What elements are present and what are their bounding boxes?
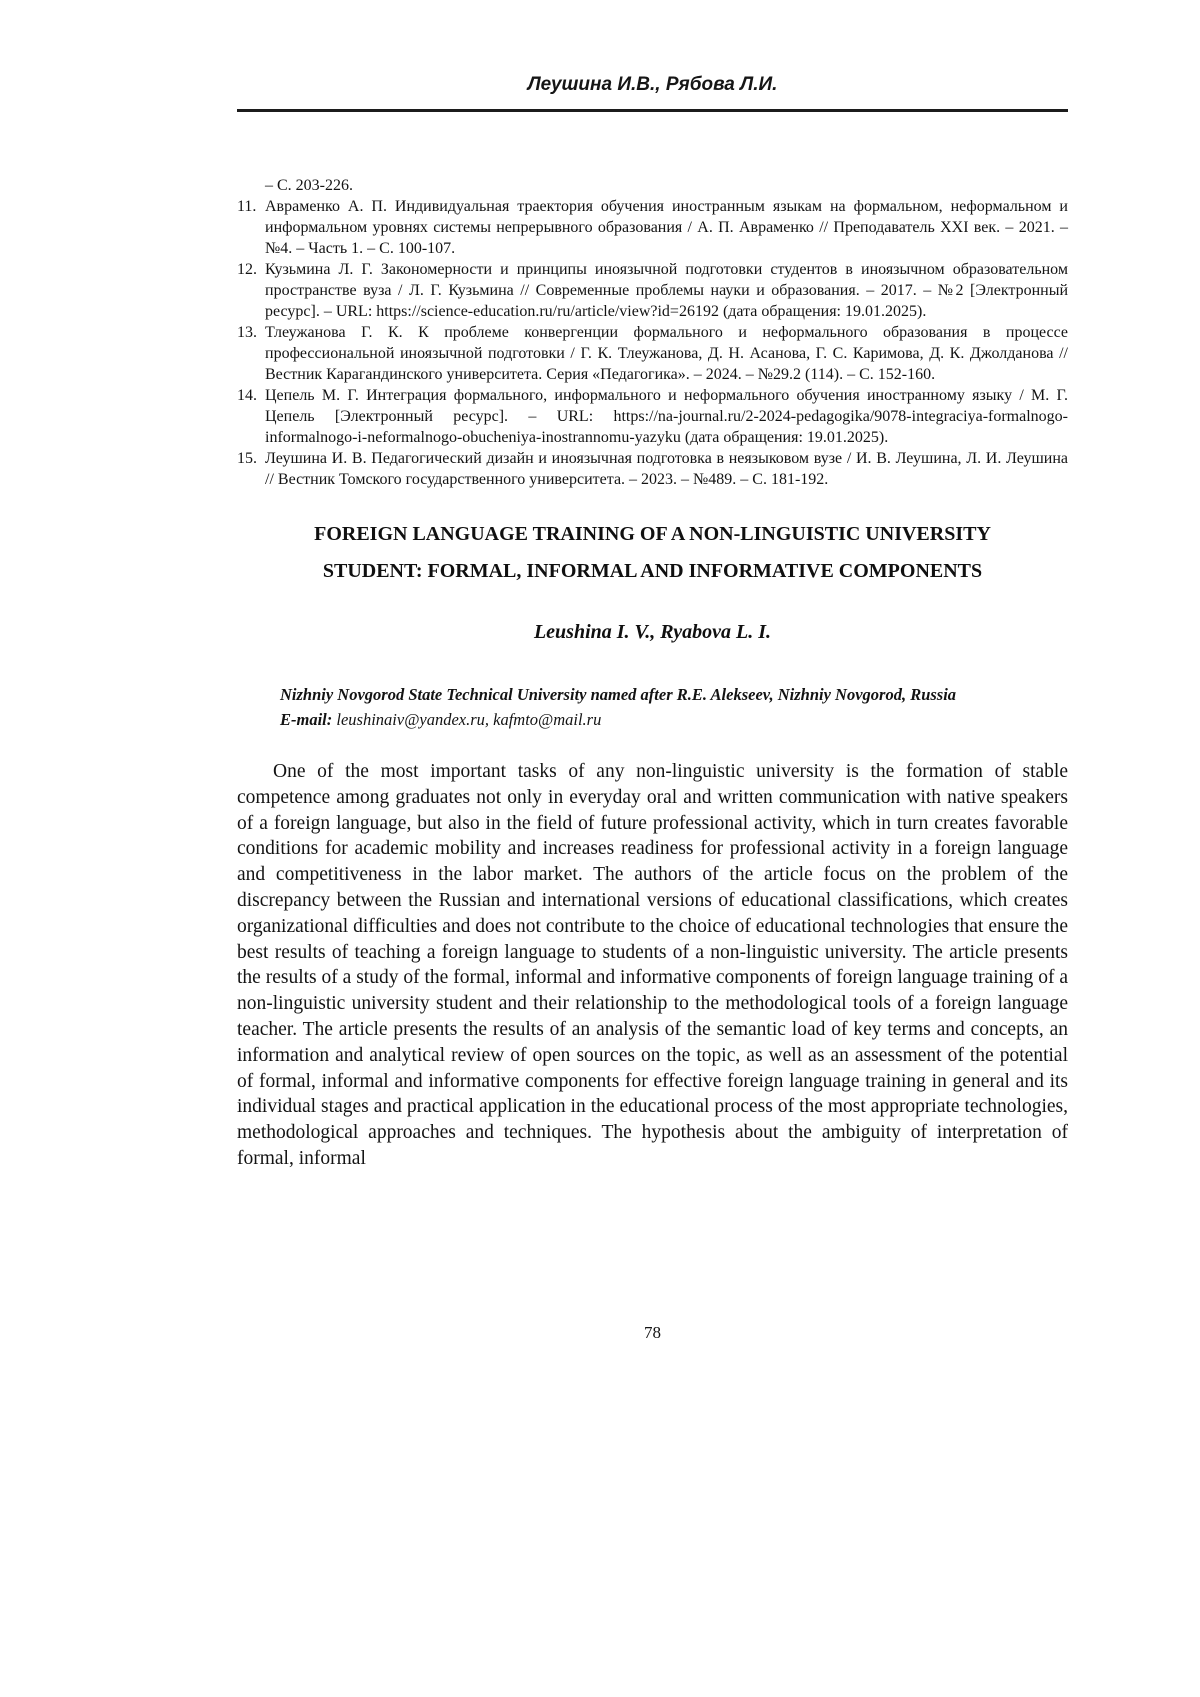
email-label: E-mail: (280, 710, 333, 729)
reference-text: Тлеужанова Г. К. К проблеме конвергенции формального и неформального образования в процессе профессиональной иноязычной подготовки / Г. К. Тлеужанова, Д. Н. Асанова, Г. С. Каримова, Д. К. Джолданова // Вестник Карагандинского университета. Серия «Педагогика». – 2024. – №29.2 (114). – С. 152-160. (265, 324, 1068, 383)
affiliation-line: Nizhniy Novgorod State Technical University named after R.E. Alekseev, Nizhniy Novgorod, Russia (280, 685, 957, 704)
reference-number: 14. (237, 387, 257, 404)
reference-carryover-line: – С. 203-226. (265, 177, 353, 194)
running-head: Леушина И.В., Рябова Л.И. (527, 74, 778, 95)
text-column (237, 0, 1068, 1172)
reference-item (237, 448, 1068, 490)
reference-list (237, 175, 1068, 490)
reference-item (237, 259, 1068, 322)
header-divider (237, 109, 1068, 112)
reference-item (237, 322, 1068, 385)
reference-text: Цепель М. Г. Интеграция формального, информального и неформального обучения иностранному языку / М. Г. Цепель [Электронный ресурс]. – URL: https://na-journal.ru/2-2024-pedagogika/9078-integraciya-formalnogo-informalnogo-i-neformalnogo-obucheniya-inostrannomu-yazyku (дата обращения: 19.01.2025). (265, 387, 1068, 446)
reference-item (237, 385, 1068, 448)
email-addresses: leushinaiv@yandex.ru, kafmto@mail.ru (336, 710, 602, 729)
affiliation-block (280, 682, 1068, 732)
abstract-paragraph: One of the most important tasks of any non-linguistic university is the formation of stable competence among graduates not only in everyday oral and written communication with native speakers of a foreign language, but also in the field of future professional activity, which in turn creates favorable conditions for academic mobility and increases readiness for professional activity in a foreign language and competitiveness in the labor market. The authors of the article focus on the problem of the discrepancy between the Russian and international versions of educational classifications, which creates organizational difficulties and does not contribute to the choice of educational technologies that ensure the best results of teaching a foreign language to students of a non-linguistic university. The article presents the results of a study of the formal, informal and informative components of foreign language training of a non-linguistic university student and their relationship to the methodological tools of a foreign language teacher. The article presents the results of an analysis of the semantic load of key terms and concepts, an information and analytical review of open sources on the topic, as well as an assessment of the potential of formal, informal and informative components for effective foreign language training in general and its individual stages and practical application in the educational process of the most appropriate technologies, methodological approaches and techniques. The hypothesis about the ambiguity of interpretation of formal, informal (237, 761, 1068, 1169)
article-title-line-1: FOREIGN LANGUAGE TRAINING OF A NON-LINGUISTIC UNIVERSITY (314, 523, 991, 545)
email-line (280, 707, 1068, 732)
article-title-line-2: STUDENT: FORMAL, INFORMAL AND INFORMATIVE COMPONENTS (322, 560, 983, 582)
page-number: 78 (644, 1323, 661, 1342)
reference-number: 11. (237, 198, 257, 215)
article-title (237, 516, 1068, 590)
reference-text: Леушина И. В. Педагогический дизайн и иноязычная подготовка в неязыковом вузе / И. В. Леушина, Л. И. Леушина // Вестник Томского государственного университета. – 2023. – №489. – С. 181-192. (265, 450, 1068, 488)
authors-line: Leushina I. V., Ryabova L. I. (533, 621, 772, 643)
reference-number: 13. (237, 324, 257, 341)
reference-item (237, 196, 1068, 259)
reference-text: Авраменко А. П. Индивидуальная траектория обучения иностранным языкам на формальном, неформальном и информальном уровнях системы непрерывного образования / А. П. Авраменко // Преподаватель XXI век. – 2021. – №4. – Часть 1. – С. 100-107. (265, 198, 1068, 257)
reference-text: Кузьмина Л. Г. Закономерности и принципы иноязычной подготовки студентов в иноязычном образовательном пространстве вуза / Л. Г. Кузьмина // Современные проблемы науки и образования. – 2017. – №2 [Электронный ресурс]. – URL: https://science-education.ru/ru/article/view?id=26192 (дата обращения: 19.01.2025). (265, 261, 1068, 320)
reference-number: 12. (237, 261, 257, 278)
reference-number: 15. (237, 450, 257, 467)
